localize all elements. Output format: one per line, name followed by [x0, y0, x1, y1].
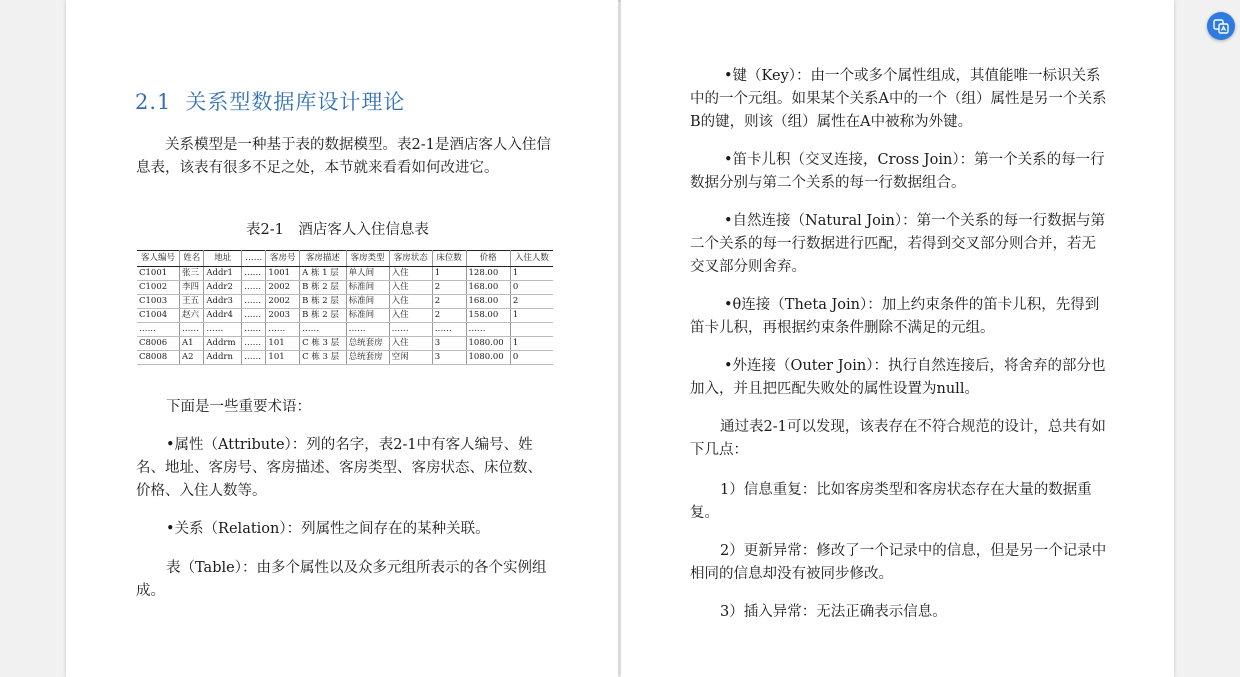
table-header-cell: 客人编号 [137, 251, 180, 267]
table-cell: C 栋 3 层 [300, 351, 346, 365]
theta-join-term: •θ连接（Theta Join）：加上约束条件的笛卡儿积，先得到笛卡儿积，再根据约束条件删除不满足的元组。 [690, 297, 1100, 336]
table-cell: 101 [266, 351, 300, 365]
table-cell: …… [204, 323, 242, 337]
table-cell: 空闲 [389, 351, 432, 365]
table-cell: C1004 [137, 309, 180, 323]
table-cell: …… [266, 323, 300, 337]
table-cell: 总统套房 [346, 351, 389, 365]
table-cell: 1001 [266, 267, 300, 281]
table-cell: B 栋 2 层 [300, 281, 346, 295]
table-cell: 1080.00 [466, 351, 510, 365]
table-cell: …… [300, 323, 346, 337]
table-cell: 2002 [266, 281, 300, 295]
section-title-text: 关系型数据库设计理论 [185, 90, 406, 114]
table-cell: 128.00 [466, 267, 510, 281]
table-header-cell: 地址 [204, 251, 242, 267]
translate-button[interactable] [1207, 12, 1235, 40]
table-cell: …… [242, 323, 266, 337]
natural-join-term: •自然连接（Natural Join）：第一个关系的每一行数据与第二个关系的每一行数据进行匹配，若得到交叉部分则合并，若无交叉部分则舍弃。 [690, 213, 1106, 275]
table-cell: …… [432, 323, 466, 337]
table-cell [510, 323, 553, 337]
table-cell: B 栋 2 层 [300, 295, 346, 309]
left-page [66, 0, 618, 677]
section-title [135, 86, 405, 116]
table-cell: 张三 [180, 267, 204, 281]
table-cell: 赵六 [180, 309, 204, 323]
table-cell: …… [346, 323, 389, 337]
table-cell: 0 [510, 281, 553, 295]
table-row [137, 351, 553, 365]
table-header-cell: 床位数 [432, 251, 466, 267]
table-cell: 158.00 [466, 309, 510, 323]
table-cell: 标准间 [346, 295, 389, 309]
table-cell: 王五 [180, 295, 204, 309]
table-term: 表（Table）：由多个属性以及众多元组所表示的各个实例组成。 [136, 560, 547, 599]
attribute-term: •属性（Attribute）：列的名字，表2-1中有客人编号、姓名、地址、客房号、客房描述、客房类型、客房状态、床位数、价格、入住人数等。 [136, 437, 542, 499]
table-cell: 3 [432, 351, 466, 365]
table-cell: …… [137, 323, 180, 337]
table-body [137, 267, 553, 365]
intro-paragraph: 关系模型是一种基于表的数据模型。表2-1是酒店客人入住信息表，该表有很多不足之处，本节就来看看如何改进它。 [136, 137, 551, 176]
table-header-cell: 价格 [466, 251, 510, 267]
table-cell: 1 [510, 267, 553, 281]
table-cell: …… [389, 323, 432, 337]
table-cell: C1002 [137, 281, 180, 295]
table-cell: 1 [510, 309, 553, 323]
table-caption: 表2-1 酒店客人入住信息表 [246, 222, 429, 238]
table-cell: 2 [432, 295, 466, 309]
table-cell: 入住 [389, 309, 432, 323]
table-row [137, 267, 553, 281]
table-row [137, 281, 553, 295]
table-header-cell: 客房号 [266, 251, 300, 267]
table-header-row [137, 251, 553, 267]
findings-paragraph: 通过表2-1可以发现，该表存在不符合规范的设计，总共有如下几点： [690, 419, 1106, 458]
table-header-cell: 入住人数 [510, 251, 553, 267]
table-cell: C1001 [137, 267, 180, 281]
table-cell: …… [466, 323, 510, 337]
right-page [621, 0, 1174, 677]
table-cell: 2002 [266, 295, 300, 309]
translate-icon [1213, 18, 1229, 34]
outer-join-term: •外连接（Outer Join）：执行自然连接后，将舍弃的部分也加入，并且把匹配失败处的属性设置为null。 [690, 358, 1106, 397]
table-cell: 101 [266, 337, 300, 351]
table-cell: …… [242, 267, 266, 281]
table-row [137, 309, 553, 323]
table-cell: 入住 [389, 295, 432, 309]
table-cell: 2003 [266, 309, 300, 323]
table-cell: Addr4 [204, 309, 242, 323]
table-cell: Addr2 [204, 281, 242, 295]
table-cell: 入住 [389, 337, 432, 351]
table-cell: C8006 [137, 337, 180, 351]
table-cell: 2 [432, 281, 466, 295]
table-cell: Addr1 [204, 267, 242, 281]
key-term: •键（Key）：由一个或多个属性组成，其值能唯一标识关系中的一个元组。如果某个关系A中的一个（组）属性是另一个关系B的键，则该（组）属性在A中被称为外键。 [690, 68, 1107, 130]
table-cell: 0 [510, 351, 553, 365]
table-row [137, 295, 553, 309]
table-cell: …… [242, 337, 266, 351]
table-cell: Addrn [204, 351, 242, 365]
table-header-cell: 姓名 [180, 251, 204, 267]
table-cell: 2 [432, 309, 466, 323]
table-cell: 入住 [389, 267, 432, 281]
table-cell: B 栋 2 层 [300, 309, 346, 323]
table-cell: Addr3 [204, 295, 242, 309]
table-cell: A1 [180, 337, 204, 351]
table-cell: 入住 [389, 281, 432, 295]
table-cell: C1003 [137, 295, 180, 309]
table-cell: 168.00 [466, 281, 510, 295]
table-cell: Addrm [204, 337, 242, 351]
table-cell: 1 [432, 267, 466, 281]
point-2: 2）更新异常：修改了一个记录中的信息，但是另一个记录中相同的信息却没有被同步修改。 [690, 543, 1107, 582]
table-header-cell: 客房描述 [300, 251, 346, 267]
table-cell: 3 [432, 337, 466, 351]
table-cell: 168.00 [466, 295, 510, 309]
table-cell: …… [180, 323, 204, 337]
table-cell: A 栋 1 层 [300, 267, 346, 281]
table-header-cell: 客房类型 [346, 251, 389, 267]
table-cell: 单人间 [346, 267, 389, 281]
terms-intro: 下面是一些重要术语： [166, 399, 311, 415]
table-cell: C8008 [137, 351, 180, 365]
table-row [137, 337, 553, 351]
table-cell: C 栋 3 层 [300, 337, 346, 351]
table-cell: A2 [180, 351, 204, 365]
table-cell: …… [242, 351, 266, 365]
table-header-cell: 客房状态 [389, 251, 432, 267]
point-1: 1）信息重复：比如客房类型和客房状态存在大量的数据重复。 [690, 482, 1092, 521]
table-cell: 1 [510, 337, 553, 351]
point-3: 3）插入异常：无法正确表示信息。 [720, 604, 947, 620]
relation-term: •关系（Relation）：列属性之间存在的某种关联。 [166, 521, 490, 537]
hotel-guest-table [137, 250, 553, 365]
table-cell: …… [242, 309, 266, 323]
table-cell: …… [242, 281, 266, 295]
table-cell: 1080.00 [466, 337, 510, 351]
table-header-cell: …… [242, 251, 266, 267]
table-cell: …… [242, 295, 266, 309]
table-row [137, 323, 553, 337]
table-cell: 李四 [180, 281, 204, 295]
section-number: 2.1 [135, 90, 172, 114]
table-cell: 标准间 [346, 281, 389, 295]
table-cell: 总统套房 [346, 337, 389, 351]
cross-join-term: •笛卡儿积（交叉连接，Cross Join）：第一个关系的每一行数据分别与第二个关系的每一行数据组合。 [690, 152, 1105, 191]
table-cell: 2 [510, 295, 553, 309]
table-cell: 标准间 [346, 309, 389, 323]
